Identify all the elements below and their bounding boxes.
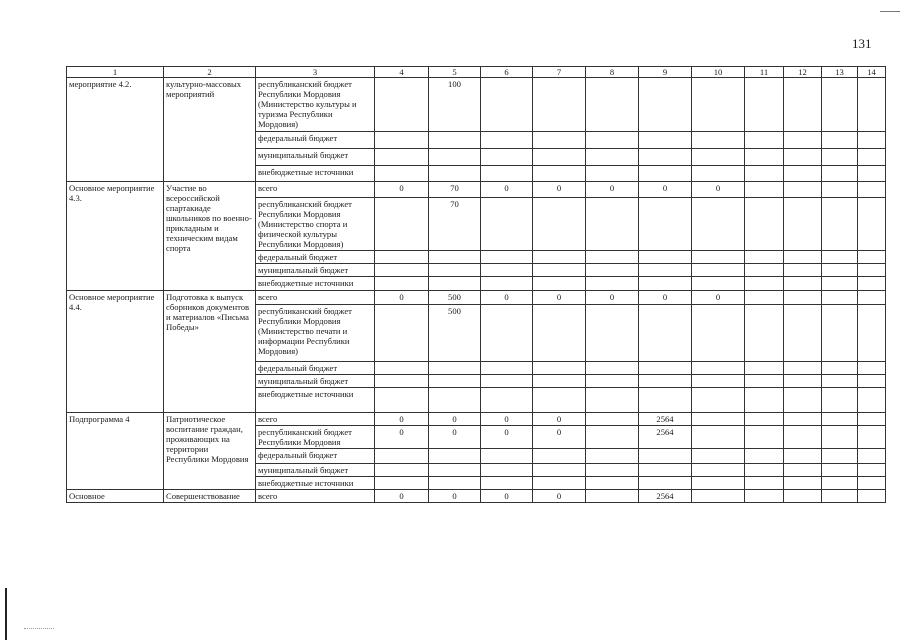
value-cell [692,362,745,375]
value-cell [822,264,858,277]
value-cell [784,305,822,362]
value-cell [858,305,886,362]
value-cell [745,132,784,149]
header-cell: 14 [858,67,886,78]
value-cell [784,149,822,166]
value-cell [745,477,784,490]
measure-name-cell: Патриотическое воспитание граждан, проживающих на территории Республики Мордовия [164,413,256,490]
value-cell [822,251,858,264]
value-cell [745,264,784,277]
header-cell: 1 [67,67,164,78]
header-cell: 13 [822,67,858,78]
value-cell [692,251,745,264]
value-cell [533,132,586,149]
value-cell [533,464,586,477]
value-cell [784,413,822,426]
value-cell [745,426,784,449]
value-cell [639,375,692,388]
value-cell: 0 [481,426,533,449]
value-cell [858,264,886,277]
value-cell: 0 [692,182,745,198]
value-cell [784,375,822,388]
value-cell: 0 [375,426,429,449]
value-cell [822,477,858,490]
value-cell [481,464,533,477]
value-cell [586,149,639,166]
value-cell: 0 [533,426,586,449]
funding-source-cell: муниципальный бюджет [256,464,375,477]
value-cell: 0 [533,413,586,426]
value-cell: 0 [533,490,586,503]
value-cell [586,490,639,503]
funding-source-cell: федеральный бюджет [256,449,375,464]
value-cell [639,78,692,132]
value-cell [692,78,745,132]
value-cell [375,132,429,149]
funding-source-cell: внебюджетные источники [256,388,375,413]
value-cell [858,362,886,375]
value-cell [745,449,784,464]
value-cell [429,277,481,291]
value-cell [375,464,429,477]
value-cell [858,388,886,413]
value-cell [586,78,639,132]
value-cell [429,264,481,277]
value-cell [692,132,745,149]
value-cell [692,449,745,464]
value-cell [692,490,745,503]
header-cell: 11 [745,67,784,78]
value-cell [745,305,784,362]
value-cell [533,388,586,413]
measure-code-cell: Основное [67,490,164,503]
value-cell [784,251,822,264]
value-cell [858,375,886,388]
funding-source-cell: республиканский бюджет Республики Мордовия (Министерство спорта и физической культуры Республики Мордовия) [256,198,375,251]
value-cell [639,264,692,277]
value-cell [481,305,533,362]
value-cell: 2564 [639,426,692,449]
funding-source-cell: всего [256,291,375,305]
value-cell [858,198,886,251]
value-cell [375,277,429,291]
value-cell [822,198,858,251]
value-cell: 0 [586,182,639,198]
value-cell [429,477,481,490]
funding-source-cell: внебюджетные источники [256,477,375,490]
value-cell [858,277,886,291]
scan-edge-mark [5,588,7,640]
value-cell [429,149,481,166]
measure-code-cell: Основное мероприятие 4.3. [67,182,164,291]
measure-name-cell: Совершенствование [164,490,256,503]
value-cell [481,264,533,277]
value-cell [375,362,429,375]
value-cell [858,490,886,503]
funding-source-cell: республиканский бюджет Республики Мордовия [256,426,375,449]
funding-source-cell: республиканский бюджет Республики Мордовия (Министерство культуры и туризма Республики Мордовия) [256,78,375,132]
value-cell [822,464,858,477]
value-cell [692,413,745,426]
header-cell: 5 [429,67,481,78]
value-cell [822,490,858,503]
value-cell [639,305,692,362]
value-cell [858,166,886,182]
value-cell [375,166,429,182]
value-cell [784,277,822,291]
value-cell [481,388,533,413]
value-cell [639,149,692,166]
value-cell [822,291,858,305]
value-cell [784,426,822,449]
funding-source-cell: федеральный бюджет [256,362,375,375]
funding-source-cell: федеральный бюджет [256,251,375,264]
measure-name-cell: культурно-массовых мероприятий [164,78,256,182]
value-cell [533,78,586,132]
value-cell [784,166,822,182]
value-cell [745,198,784,251]
value-cell: 0 [639,182,692,198]
header-cell: 7 [533,67,586,78]
value-cell [858,78,886,132]
value-cell: 0 [375,291,429,305]
value-cell [745,375,784,388]
value-cell [745,182,784,198]
value-cell [784,78,822,132]
header-cell: 3 [256,67,375,78]
table-row [67,291,886,305]
value-cell [692,149,745,166]
value-cell [481,149,533,166]
funding-source-cell: муниципальный бюджет [256,149,375,166]
value-cell [586,464,639,477]
value-cell [586,449,639,464]
value-cell [822,449,858,464]
value-cell [822,132,858,149]
funding-source-cell: всего [256,413,375,426]
value-cell [533,477,586,490]
value-cell [586,132,639,149]
value-cell [639,388,692,413]
value-cell [784,388,822,413]
value-cell [429,449,481,464]
value-cell [784,264,822,277]
value-cell [481,375,533,388]
value-cell [784,464,822,477]
value-cell [822,413,858,426]
header-cell: 10 [692,67,745,78]
value-cell [745,251,784,264]
value-cell [481,166,533,182]
value-cell [784,291,822,305]
value-cell [692,166,745,182]
value-cell [784,132,822,149]
page-number: 131 [852,36,872,51]
value-cell: 0 [586,291,639,305]
value-cell [375,251,429,264]
value-cell [639,449,692,464]
value-cell [533,166,586,182]
value-cell [692,464,745,477]
value-cell [586,477,639,490]
value-cell [533,251,586,264]
value-cell [586,305,639,362]
value-cell [858,182,886,198]
value-cell [692,277,745,291]
value-cell [822,182,858,198]
value-cell: 0 [375,182,429,198]
table-row [67,78,886,132]
value-cell [858,251,886,264]
scan-dots [24,628,54,630]
value-cell [533,277,586,291]
value-cell [639,251,692,264]
value-cell [858,426,886,449]
value-cell [481,132,533,149]
value-cell: 2564 [639,490,692,503]
funding-source-cell: внебюджетные источники [256,166,375,182]
value-cell [639,477,692,490]
value-cell [745,277,784,291]
value-cell [586,251,639,264]
measure-name-cell: Подготовка к выпуск сборников документов и материалов «Письма Победы» [164,291,256,413]
value-cell [639,132,692,149]
value-cell [692,375,745,388]
value-cell [586,166,639,182]
value-cell [858,477,886,490]
header-cell: 8 [586,67,639,78]
value-cell [586,264,639,277]
value-cell [375,388,429,413]
value-cell [784,198,822,251]
value-cell [692,477,745,490]
value-cell: 0 [481,413,533,426]
value-cell [745,413,784,426]
value-cell [692,264,745,277]
value-cell: 0 [429,426,481,449]
value-cell [639,362,692,375]
value-cell [429,166,481,182]
value-cell [692,198,745,251]
value-cell: 0 [533,291,586,305]
budget-table [66,66,886,503]
funding-source-cell: муниципальный бюджет [256,375,375,388]
value-cell [858,291,886,305]
measure-code-cell: мероприятие 4.2. [67,78,164,182]
value-cell [822,305,858,362]
value-cell [429,388,481,413]
value-cell [784,490,822,503]
value-cell [375,198,429,251]
value-cell [481,251,533,264]
value-cell [858,413,886,426]
value-cell [481,362,533,375]
funding-source-cell: внебюджетные источники [256,277,375,291]
value-cell [429,251,481,264]
funding-source-cell: республиканский бюджет Республики Мордовия (Министерство печати и информации Республики Мордовия) [256,305,375,362]
value-cell: 0 [533,182,586,198]
value-cell [822,426,858,449]
value-cell [822,149,858,166]
value-cell [745,166,784,182]
value-cell [822,166,858,182]
value-cell: 500 [429,291,481,305]
value-cell [586,198,639,251]
value-cell: 2564 [639,413,692,426]
header-cell: 6 [481,67,533,78]
value-cell [858,464,886,477]
value-cell [586,426,639,449]
value-cell [481,78,533,132]
header-cell: 2 [164,67,256,78]
value-cell [586,413,639,426]
value-cell [375,477,429,490]
value-cell [784,182,822,198]
value-cell [429,362,481,375]
header-cell: 4 [375,67,429,78]
measure-code-cell: Основное мероприятие 4.4. [67,291,164,413]
measure-code-cell: Подпрограмма 4 [67,413,164,490]
value-cell [375,264,429,277]
value-cell [639,277,692,291]
table-row [67,182,886,198]
value-cell [586,362,639,375]
value-cell [586,375,639,388]
value-cell [533,449,586,464]
table-row [67,490,886,503]
value-cell [858,149,886,166]
value-cell [639,198,692,251]
value-cell [481,477,533,490]
value-cell: 0 [375,413,429,426]
value-cell: 0 [481,291,533,305]
value-cell [375,305,429,362]
top-dash [880,11,900,12]
value-cell [692,388,745,413]
value-cell [822,388,858,413]
value-cell: 0 [481,182,533,198]
value-cell [639,166,692,182]
table-body [67,67,886,503]
value-cell [692,426,745,449]
value-cell: 0 [692,291,745,305]
header-cell: 12 [784,67,822,78]
value-cell [822,277,858,291]
value-cell: 0 [481,490,533,503]
value-cell [533,198,586,251]
header-cell: 9 [639,67,692,78]
value-cell [745,362,784,375]
value-cell: 0 [429,413,481,426]
header-row [67,67,886,78]
value-cell: 70 [429,182,481,198]
value-cell [481,449,533,464]
funding-source-cell: всего [256,490,375,503]
value-cell [822,375,858,388]
value-cell [481,277,533,291]
funding-source-cell: федеральный бюджет [256,132,375,149]
value-cell: 500 [429,305,481,362]
value-cell [639,464,692,477]
value-cell [784,449,822,464]
value-cell [745,490,784,503]
value-cell [533,149,586,166]
value-cell [533,375,586,388]
table-row [67,413,886,426]
value-cell: 0 [639,291,692,305]
funding-source-cell: муниципальный бюджет [256,264,375,277]
measure-name-cell: Участие во всероссийской спартакиаде школьников по военно-прикладным и техническим видам спорта [164,182,256,291]
value-cell [745,291,784,305]
value-cell [481,198,533,251]
value-cell [375,375,429,388]
value-cell: 0 [429,490,481,503]
value-cell [822,362,858,375]
value-cell [586,277,639,291]
value-cell: 100 [429,78,481,132]
funding-source-cell: всего [256,182,375,198]
value-cell [784,362,822,375]
value-cell [858,132,886,149]
value-cell [533,305,586,362]
value-cell [375,449,429,464]
value-cell [745,78,784,132]
value-cell [533,362,586,375]
value-cell: 0 [375,490,429,503]
value-cell [858,449,886,464]
value-cell: 70 [429,198,481,251]
value-cell [822,78,858,132]
value-cell [745,149,784,166]
value-cell [586,388,639,413]
value-cell [784,477,822,490]
value-cell [745,388,784,413]
value-cell [429,132,481,149]
value-cell [533,264,586,277]
value-cell [745,464,784,477]
value-cell [375,78,429,132]
value-cell [375,149,429,166]
value-cell [692,305,745,362]
value-cell [429,375,481,388]
value-cell [429,464,481,477]
